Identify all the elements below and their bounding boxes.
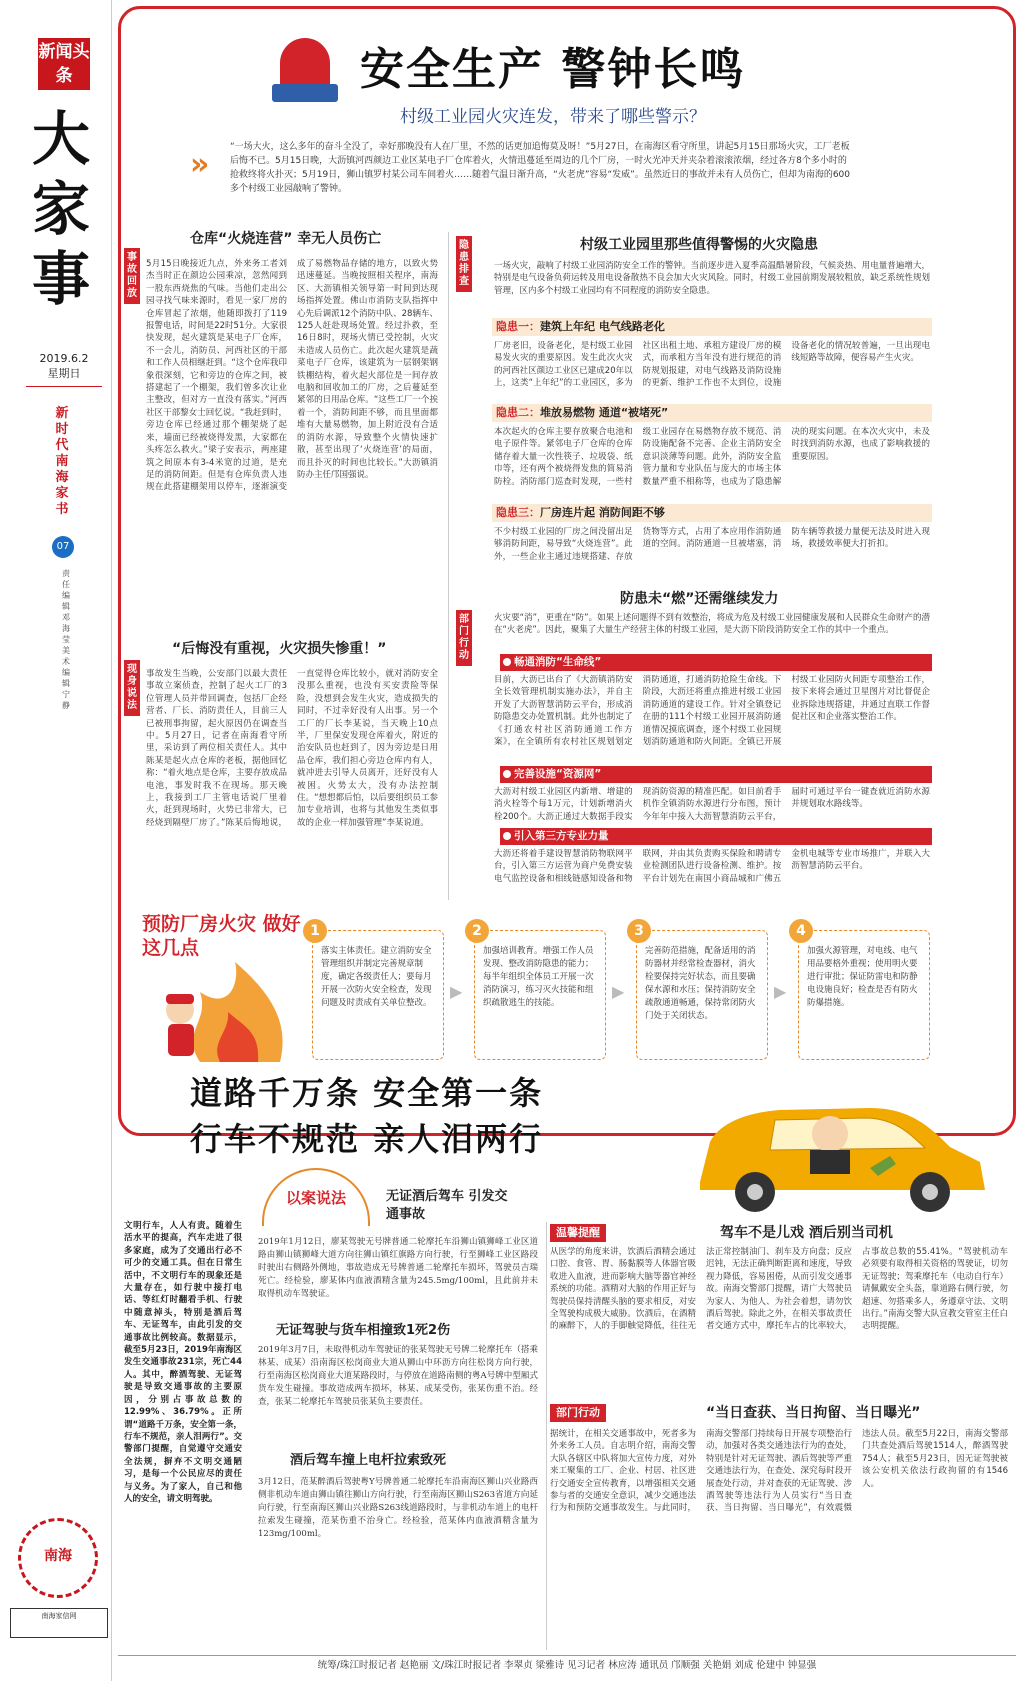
qr-label: 南海 — [44, 1548, 72, 1564]
traffic-title-2: 行车不规范 亲人泪两行 — [190, 1120, 544, 1158]
hazard-1-body: 厂房老旧，设备老化，是村级工业园易发火灾的重要原因。发生此次火灾的河西社区颜边工业区已建成20年以上，这类“上年纪”的工业园区，多为社区出租土地、承租方建设厂房的模式，而承租方当年没有进行规范的消防规划报建，对电气线路及消防设施的更新、维护工作也不太到位，设施设备老化的情况较普遍，一旦出现电线短路等故障，便容易产生火灾。 — [494, 341, 930, 389]
hazards-lead: 一场火灾，敲响了村级工业园消防安全工作的警钟。当前逐步进入夏季高温酷暑阶段，气候炎热、用电量普遍增大，特别是电气设备负荷运转及用电设备散热不良会加大火灾风险。同时，村级工业园前期发展较粗放，缺乏系统性规划管理，区内多个村级工业园均有不同程度的消防安全隐患。 — [494, 261, 930, 296]
masthead-column — [0, 0, 112, 1681]
regret-headline: “后悔没有重视，火灾损失惨重！” — [172, 641, 387, 657]
section-title: 大家事 — [31, 105, 90, 313]
accident-body: 5月15日晚接近九点，外来务工者刘杰当时正在颜边公园乘凉，忽然闻到一股东西烧焦的气味。当他们走出公园寻找气味来源时，看见一家厂房的仓库冒起了浓烟，他随即拨打了119报警电话，时间是22时51分。大家很快发现，起火建筑是某电子厂仓库，不一会儿，消防员、河西社区的干部和工作人员相继赶到。“这个仓库我印象很深刻，它和旁边的仓库之间，被搭建起了一个棚架，我们曾多次让业主整改，但对方一直没有落实。”河西社区干部黎女士回忆说。“我赶到时，旁边仓库已经通过那个棚架烧了起来，墙面已经被烧得发黑，大家都在头疼怎么救火。”梁子安表示，两座建筑之间原本有3-4米宽的过道，是充足的消防间距。但是有仓库负责人违规在此搭建棚架用以停车，逐渐演变成了易燃物品存储的地方，以致火势迅速蔓延。当晚按照相关程序，南海区、大沥镇相关领导第一时间到达现场指挥处置。佛山市消防支队指挥中心先后调派12个消防中队、28辆车、125人赶赴现场处置。经过扑救，至16日8时，现场火情已受控制，火灾未造成人员伤亡。此次起火建筑是蔬菜电子厂仓库，该建筑为一层钢架钢铁棚结构，着火起火部位是一间存放电脑和回收加工的厂房，之后蔓延至紧邻的日用品仓库。“这些工厂一个挨着一个，消防间距不够，而且里面都堆有大量易燃物，加上附近没有合适的消防水源，导致整个火情快速扩散，甚至出现了‘火烧连营’的局面，而且扑灭的时间也比较长。”大沥镇消防办主任邝国强说。 — [146, 259, 438, 493]
slogan: 新时代南海家书 — [55, 406, 69, 517]
tip-number: 4 — [789, 919, 813, 943]
tips-headline: 预防厂房火灾 做好这几点 — [142, 913, 301, 959]
date: 2019.6.2 — [39, 352, 89, 365]
prevent-1-title: 畅通消防“生命线” — [500, 654, 932, 671]
prevent-tag: 部门行动 — [456, 610, 472, 666]
main-headline: 安全生产 警钟长鸣 — [360, 44, 746, 95]
column-divider — [448, 232, 449, 900]
double-chevron-icon: » — [190, 147, 210, 182]
regret-body: 事故发生当晚，公安部门以最大责任事故立案侦查，控制了起火工厂的3位管理人员并带回调查，包括厂企经营者、厂长、消防责任人，目前三人已被刑事拘留，起火原因仍在调查当中。5月27日，记者在南海看守所里，采访到了两位相关责任人。其中陈某是起火点仓库的老板，据他回忆称：“着火地点是仓库，主要存放成品电池，事发时我不在现场。那天晚上，我接到工厂主管电话说厂里着火，赶到现场时，火势已非常大，已经烧到隔壁厂房了。”陈某后悔地说，一直觉得仓库比较小，就对消防安全没那么重视，也没有买安责险等保险，没想到会发生火灾，造成损失的同时，不过幸好没有人出事。另一个工厂的厂长李某说，当天晚上10点半，厂里保安发现仓库着火，附近的治安队员也赶到了，因为旁边是日用品仓库，我们担心旁边仓库内有人，就冲进去引导人员离开，还好没有人被困。火势太大，没有办法控制住。“想想都后怕，以后要组织员工参加专业培训，也将与其他发生类似事故的企业一样加强管理”李某说道。 — [146, 669, 438, 828]
qr-code-seal[interactable] — [18, 1518, 98, 1598]
hazards-tag: 隐患排查 — [456, 236, 472, 292]
tip-text: 落实主体责任。建立消防安全管理组织并制定完善规章制度，确定各级责任人；要每月开展一次防火安全检查，发现问题及时责成有关单位整改。 — [321, 946, 432, 1008]
traffic-lead: 文明行车，人人有责。随着生活水平的提高，汽车走进了很多家庭，成为了交通出行必不可少的交通工具。但在日常生活中，不文明行车的现象还是大量存在，如行驶中接打电话、等红灯时翻看手机、行驶中随意掉头，特别是酒后驾车、无证驾车，由此引发的交通事故比例较高。数据显示，截至5月23日，2019年南海区发生交通事故231宗，死亡44人。其中，醉酒驾驶、无证驾驶是导致交通事故的主要原因，分别占事故总数的12.99%、36.79%。正所谓“道路千万条，安全第一条，行车不规范，亲人泪两行”。交警部门提醒，自觉遵守交通安全法规，摒弃不文明交通陋习，是每一个公民应尽的责任与义务。为了家人，自己和他人的安全，请文明驾驶。 — [124, 1221, 242, 1504]
prevent-3-body: 大沥还将着手建设智慧消防物联网平台，引入第三方运营为商户免费安装电气监控设备和相线链感知设备和物联网，并由其负责购买保险和聘请专业检测团队进行设备检测、维护。按平台计划先在南国小商品城和广佛五金机电城等专业市场推广，并联入大沥智慧消防云平台。 — [494, 849, 930, 884]
issue-date — [26, 352, 102, 387]
prevent-2-title: 完善设施“资源网” — [500, 766, 932, 783]
tip-card-2 — [472, 923, 606, 1060]
tip-number: 1 — [303, 919, 327, 943]
traffic-headline — [190, 1070, 543, 1162]
case-3-body: 3月12日，范某醉酒后驾驶粤Y号牌普通二轮摩托车沿南海区狮山兴业路西侧非机动车道由狮山镇往狮山方向行驶，行至南海区狮山S263省道方向延向行驶，行至南海区狮山兴业路S263线道路段时，与非机动车道上的电杆拉索发生碰撞，范某伤重不治身亡。经检验，范某体内血液酒精含量为123mg/100ml。 — [258, 1477, 538, 1539]
prevent-1-body: 目前，大沥已出台了《大沥镇消防安全长效管理机制实施办法》，并自主开发了大沥智慧消防云平台，形成消防隐患交办处置机制。此外也制定了《打通农村社区消防通道工作方案》，在全镇所有农村社区规划划定消防通道，打通消防抢险生命线。下阶段，大沥还将重点推进村级工业园消防通道的建设工作。针对全镇登记在册的111个村级工业园开展消防通道情况摸底调查，逐个村级工业园规划消防通道和防火间距。全镇已开展村级工业园防火间距专项整治工作，按下来将会通过卫星图片对比督促企业拆除违规搭建，并通过直联工作督促社区和企业落实整治工作。 — [494, 675, 930, 748]
action-body: 据统计，在相关交通事故中，死者多为外来务工人员。自志明介绍，南海交警大队各辖区中队将加大宣传力度，对外来工聚集的工厂、企业、村居、社区进行交通安全宣传教育，以增强相关交通参与者的交通安全意识，减少交通违法行为和预防交通事故发生。与此同时，南海交警部门持续每日开展专项整治行动，加强对各类交通违法行为的查处，特别是针对无证驾驶、酒后驾驶等严重交通违法行为，在查处、深究每时段开展查处行动，并对查获的无证驾驶、涉酒驾驶等违法行为人员实行“当日查获、当日拘留、当日曝光”，有效震慑违法人员。截至5月22日，南海交警部门共查处酒后驾驶1514人，醉酒驾驶754人；截至5月23日，因无证驾驶被该公安机关依法行政拘留的有1546人。 — [550, 1429, 1008, 1514]
hazard-2-title: 隐患二：堆放易燃物 通道“被堵死” — [492, 404, 932, 422]
column-divider — [546, 1222, 547, 1650]
siren-icon — [270, 28, 340, 106]
arrow-right-icon: ▶ — [774, 982, 787, 1001]
prevent-3-title: 引入第三方专业力量 — [500, 828, 932, 845]
case-2-body: 2019年3月7日，未取得机动车驾驶证的张某驾驶无号牌二轮摩托车（搭乘林某、成某）沿南海区松岗商业大道从狮山中环沥方向往松岗方向行驶，行至南海区松岗商业大道某路段时，与停放在道路南侧的粤A号牌中型厢式货车发生碰撞。事故造成两车损坏，林某、成某受伤，张某伤重不治。经查，张某二轮摩托车驾驶员张某负主要责任。 — [258, 1345, 538, 1407]
hazard-2-body: 本次起火的仓库主要存放聚合电池和电子原件等。紧邻电子厂仓库的仓库储存着大量一次性筷子、垃圾袋、纸巾等，还有两个被烧得发焦的简易消防栓。消防部门巡查时发现，一些村级工业园存在易燃物存放不规范、消防设施配备不完善、企业主消防安全意识淡薄等问题。此外，消防安全监管力量和专业队伍与庞大的市场主体数量严重不相称等，也成为了隐患解决的现实问题。在本次火灾中，未及时找到消防水源，也成了影响救援的重要原因。 — [494, 427, 930, 487]
action-tag: 部门行动 — [550, 1404, 606, 1422]
accident-headline: 仓库“火烧连营” 幸无人员伤亡 — [190, 231, 382, 247]
case-1-body: 2019年1月12日，廖某驾驶无号牌普通二轮摩托车沿狮山镇狮峰工业区道路由狮山镇狮峰大道方向往狮山镇红旗路方向行驶，行至狮峰工业区路段时驶出右侧路外侧地，事故造成无号牌普通二轮摩托车损坏，驾驶员吉瑞死亡。经检验，廖某体内血液酒精含量为245.5mg/100ml，且此前并未取得机动车驾驶证。 — [258, 1237, 538, 1299]
fire-firefighter-icon — [140, 962, 300, 1062]
editors: 责任编辑 邓海莹 美术编辑 宁静 — [62, 569, 70, 710]
case-3-headline: 酒后驾车撞上电杆拉索致死 — [290, 1453, 447, 1468]
weekday: 星期日 — [47, 366, 81, 380]
tip-text: 加强培训教育。增强工作人员发现、整改消防隐患的能力；每半年组织全体员工开展一次消防演习，练习灭火技能和组织疏散逃生的技能。 — [483, 946, 594, 1008]
hazard-3-title: 隐患三：厂房连片起 消防间距不够 — [492, 504, 932, 522]
tip-card-3 — [634, 923, 768, 1060]
prevent-2-body: 大沥对村级工业园区内新增、增建的消火栓等个每1万元，计划新增消火栓200个。大沥正通过大数据手段实现消防资源的精准匹配。如目前看手机作全镇消防水源进行分布图，预计今年年中接入大沥智慧消防云平台，届时可通过平台一键查就近消防水源并规划取水路线等。 — [494, 787, 930, 822]
prevent-lead: 火灾要“消”，更重在“防”。如果上述问题得不到有效整治，将成为危及村级工业园健康发展和人民群众生命财产的潜在“火老虎”。因此，聚集了大量生产经营主体的村级工业园，是大沥下阶段消防安全工作的其中一个重点。 — [494, 613, 930, 636]
main-subheadline: 村级工业园火灾连发，带来了哪些警示？ — [400, 107, 706, 127]
arrow-right-icon: ▶ — [450, 982, 463, 1001]
case-1-headline: 无证酒后驾车 引发交通事故 — [386, 1189, 508, 1222]
car-driver-icon — [680, 1072, 1000, 1217]
tip-text: 完善防范措施，配备适用的消防器材并经常检查器材，消火栓要保持完好状态，而且要确保水源和水压；保持消防安全疏散通道畅通，保持常闭防火门处于关闭状态。 — [645, 946, 756, 1021]
bottom-info-box: 南海家信网 — [10, 1608, 108, 1638]
drink-drive-body: 从医学的角度来讲，饮酒后酒精会通过口腔、食管、胃、肠黏膜等人体器官吸收进入血液，进而影响大脑等器官神经系统的功能。酒精对大脑的作用正好与驾驶员保持清醒头脑的要求相反，对安全驾驶构成极大威胁。饮酒后，在酒精的麻醉下，人的手脚触觉降低，往往无法正常控制油门、刹车及方向盘；反应迟钝，无法正确判断距离和速度，导致视力降低，容易困倦，从而引发交通事故。南海交警部门提醒，请广大驾驶员为家人、为他人、为社会着想，请勿饮酒后驾驶。除此之外，在相关事故责任者交通方式中，摩托车占的比率较大，占事故总数的55.41%。“驾驶机动车必须要有取得相关资格的驾驶证，切勿无证驾驶；驾乘摩托车（电动自行车）请佩戴安全头盔，靠道路右侧行驶，勿超速、勿搭乘多人，务遵章守法、文明出行。”南海交警大队宣教交管室主任白志明提醒。 — [550, 1247, 1008, 1332]
hazards-headline: 村级工业园里那些值得警惕的火灾隐患 — [580, 237, 818, 253]
tip-text: 加强火源管理，对电线、电气用品要格外重视；使用明火要进行审批；保证防雷电和防静电设施良好；检查是否有防火防爆措施。 — [807, 946, 918, 1008]
tip-number: 3 — [627, 919, 651, 943]
intro-paragraph: “一场大火，这么多年的奋斗全没了，幸好那晚没有人在厂里，不然的话更加追悔莫及呀！”5月27日，在南海区看守所里，讲起5月15日那场火灾，工厂老板后悔不已。5月15日晚，大沥镇河西颜边工业区某电子厂仓库着火，火情迅蔓延至周边的几个厂房，一时火光冲天并夹杂着滚滚浓烟，经过各方8个多小时的抢救终将火扑灭；5月19日，狮山镇罗村某公司车间着火……随着气温日渐升高，“火老虎”容易“发威”。虽然近日的事故并未有人员伤亡，但却为南海的600多个村级工业园敲响了警钟。 — [230, 142, 851, 194]
action-headline: “当日查获、当日拘留、当日曝光” — [706, 1405, 921, 1421]
accident-tag: 事故回放 — [124, 248, 140, 304]
hazard-1-title: 隐患一：建筑上年纪 电气线路老化 — [492, 318, 932, 336]
drink-drive-headline: 驾车不是儿戏 酒后别当司机 — [720, 1225, 893, 1241]
tip-card-1 — [310, 923, 444, 1060]
hazard-3-body: 不少村级工业园的厂房之间没留出足够消防间距，易导致“火烧连营”。此外，一些企业主通过违规搭建、存放货物等方式，占用了本应用作消防通道的空间。消防通道一旦被堵塞，消防车辆等救援力量便无法及时进入现场，救援效率便大打折扣。 — [494, 527, 930, 562]
byline-footer: 统筹/珠江时报记者 赵艳丽 文/珠江时报记者 李翠贞 梁雅诗 见习记者 林应涛 通讯员 邝顺强 关艳娟 刘成 伦建中 钟显强 — [118, 1655, 1016, 1675]
fan-emblem: 以案说法 — [262, 1168, 370, 1226]
tips-tag: 温馨提醒 — [550, 1224, 606, 1242]
arrow-right-icon: ▶ — [612, 982, 625, 1001]
masthead-badge: 新闻头条 — [38, 38, 90, 90]
page-number: 07 — [52, 536, 74, 558]
tip-number: 2 — [465, 919, 489, 943]
prevent-headline: 防患未“燃”还需继续发力 — [620, 591, 779, 607]
traffic-title-1: 道路千万条 安全第一条 — [190, 1074, 544, 1112]
case-2-headline: 无证驾驶与货车相撞致1死2伤 — [276, 1323, 451, 1338]
tip-card-4 — [796, 923, 930, 1060]
regret-tag: 现身说法 — [124, 660, 140, 716]
